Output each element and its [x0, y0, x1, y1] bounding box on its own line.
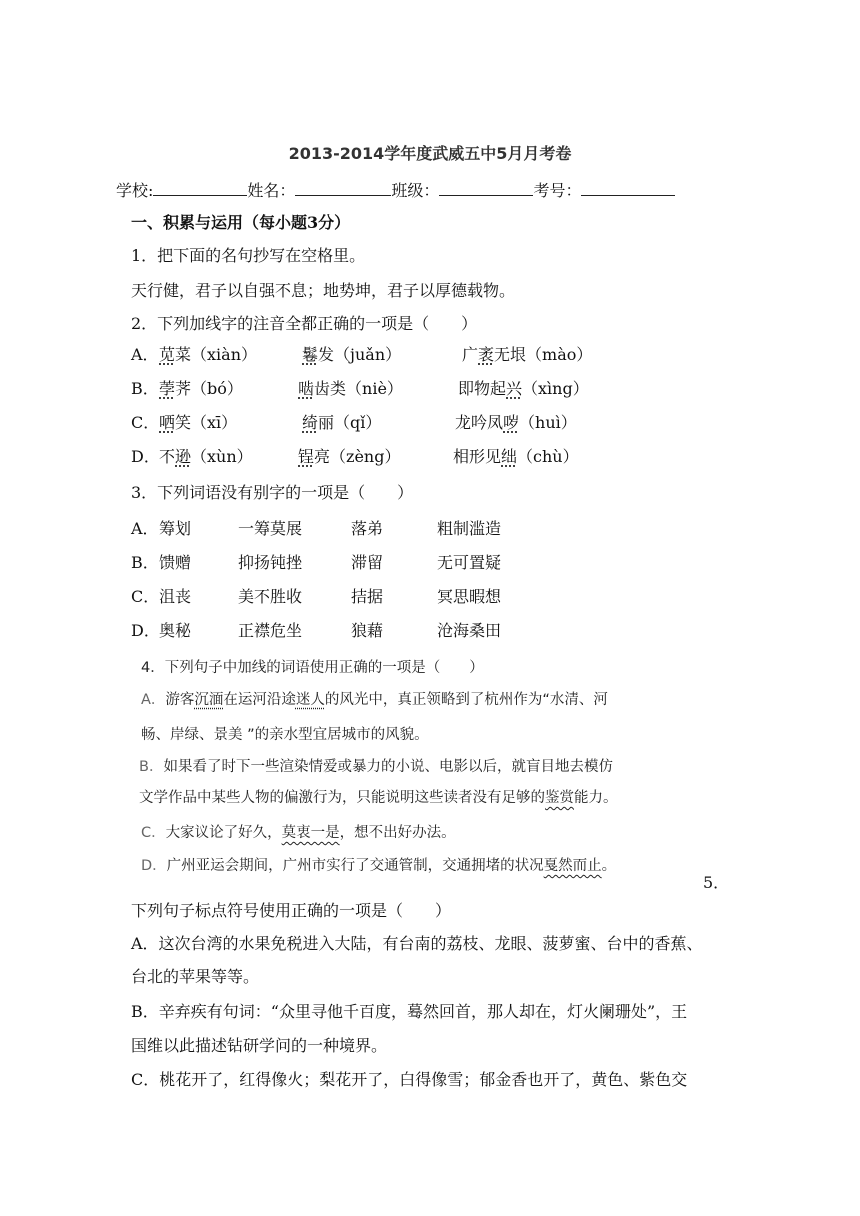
section-heading: 一、积累与运用（每小题3分） [131, 213, 351, 232]
option-word: 筹划 [159, 519, 192, 538]
option-word: 抑扬钝挫 [238, 553, 303, 572]
option-letter: A． [131, 519, 159, 538]
q4-option-c-line: C．大家议论了好久，莫衷一是，想不出好办法。 [141, 825, 456, 841]
q5-option-a-line1: A．这次台湾的水果免税进入大陆，有台南的荔枝、龙眼、菠萝蜜、台中的香蕉、 [131, 934, 703, 953]
option-word: 正襟危坐 [238, 621, 303, 640]
option-word: 狼藉 [351, 621, 384, 640]
option-word: 锃亮（zèng） [298, 447, 401, 466]
school-blank[interactable] [153, 179, 247, 196]
number-blank[interactable] [581, 179, 675, 196]
option-word: 一筹莫展 [238, 519, 303, 538]
q5-number: 5． [703, 873, 730, 892]
exam-title: 2013-2014学年度武威五中5月月考卷 [288, 144, 572, 163]
name-label: 姓名： [247, 181, 296, 200]
number-label: 考号： [533, 181, 582, 200]
q5-option-a-line2: 台北的苹果等等。 [131, 967, 260, 986]
q1-stem: 1．把下面的名句抄写在空格里。 [131, 246, 366, 265]
option-word: 滞留 [351, 553, 384, 572]
q2-stem: 2．下列加线字的注音全都正确的一项是（ ） [131, 314, 478, 333]
q5-option-b-line1: B．辛弃疾有句词：“众里寻他千百度，蓦然回首，那人却在，灯火阑珊处”，王 [131, 1002, 688, 1021]
option-word: 冥思暇想 [437, 587, 502, 606]
option-word: 不逊（xùn） [159, 447, 253, 466]
option-word: 即物起兴（xìng） [458, 379, 589, 398]
option-word: 沮丧 [159, 587, 192, 606]
class-blank[interactable] [439, 179, 533, 196]
option-letter: B． [131, 379, 159, 398]
option-word: 无可置疑 [437, 553, 502, 572]
option-letter: C． [131, 413, 160, 432]
q4-option-a-line1: A．游客沉湎在运河沿途迷人的风光中，真正领略到了杭州作为“水清、河 [141, 692, 608, 708]
name-blank[interactable] [295, 179, 391, 196]
option-word: 啮齿类（niè） [298, 379, 403, 398]
option-word: 沧海桑田 [437, 621, 502, 640]
option-letter: D． [131, 447, 160, 466]
option-letter: A． [131, 345, 159, 364]
option-word: 荸荠（bó） [159, 379, 243, 398]
option-word: 鬈发（juǎn） [302, 345, 402, 364]
option-word: 相形见绌（chù） [453, 447, 579, 466]
option-word: 馈赠 [159, 553, 192, 572]
q5-option-b-line2: 国维以此描述钻研学问的一种境界。 [131, 1036, 388, 1055]
q4-option-b-line1: B．如果看了时下一些渲染情爱或暴力的小说、电影以后，就盲目地去模仿 [139, 759, 613, 775]
option-word: 苋菜（xiàn） [159, 345, 258, 364]
option-word: 粗制滥造 [437, 519, 502, 538]
option-letter: C． [131, 587, 160, 606]
q4-stem: 4．下列句子中加线的词语使用正确的一项是（ ） [141, 660, 484, 676]
class-label: 班级： [391, 181, 440, 200]
student-info-line [116, 178, 675, 201]
option-word: 哂笑（xī） [159, 413, 238, 432]
q4-option-d-line: D．广州亚运会期间，广州市实行了交通管制，交通拥堵的状况戛然而止。 [141, 858, 617, 874]
option-word: 奥秘 [159, 621, 192, 640]
option-word: 拮据 [351, 587, 384, 606]
option-word: 落弟 [351, 519, 384, 538]
option-word: 龙吟凤哕（huì） [455, 413, 577, 432]
q5-stem: 下列句子标点符号使用正确的一项是（ ） [131, 901, 452, 920]
option-letter: B． [131, 553, 159, 572]
q3-stem: 3．下列词语没有别字的一项是（ ） [131, 483, 414, 502]
q4-option-a-line2: 畅、岸绿、景美 ”的亲水型宜居城市的风貌。 [141, 727, 429, 743]
option-letter: D． [131, 621, 160, 640]
option-word: 美不胜收 [238, 587, 303, 606]
school-label: 学校: [116, 181, 154, 200]
q4-option-b-line2: 文学作品中某些人物的偏激行为，只能说明这些读者没有足够的鉴赏能力。 [139, 790, 618, 806]
q5-option-c-line1: C．桃花开了，红得像火；梨花开了，白得像雪；郁金香也开了，黄色、紫色交 [131, 1070, 688, 1089]
option-word: 广袤无垠（mào） [462, 345, 593, 364]
option-word: 绮丽（qǐ） [302, 413, 382, 432]
q1-text: 天行健，君子以自强不息；地势坤，君子以厚德载物。 [131, 281, 516, 300]
